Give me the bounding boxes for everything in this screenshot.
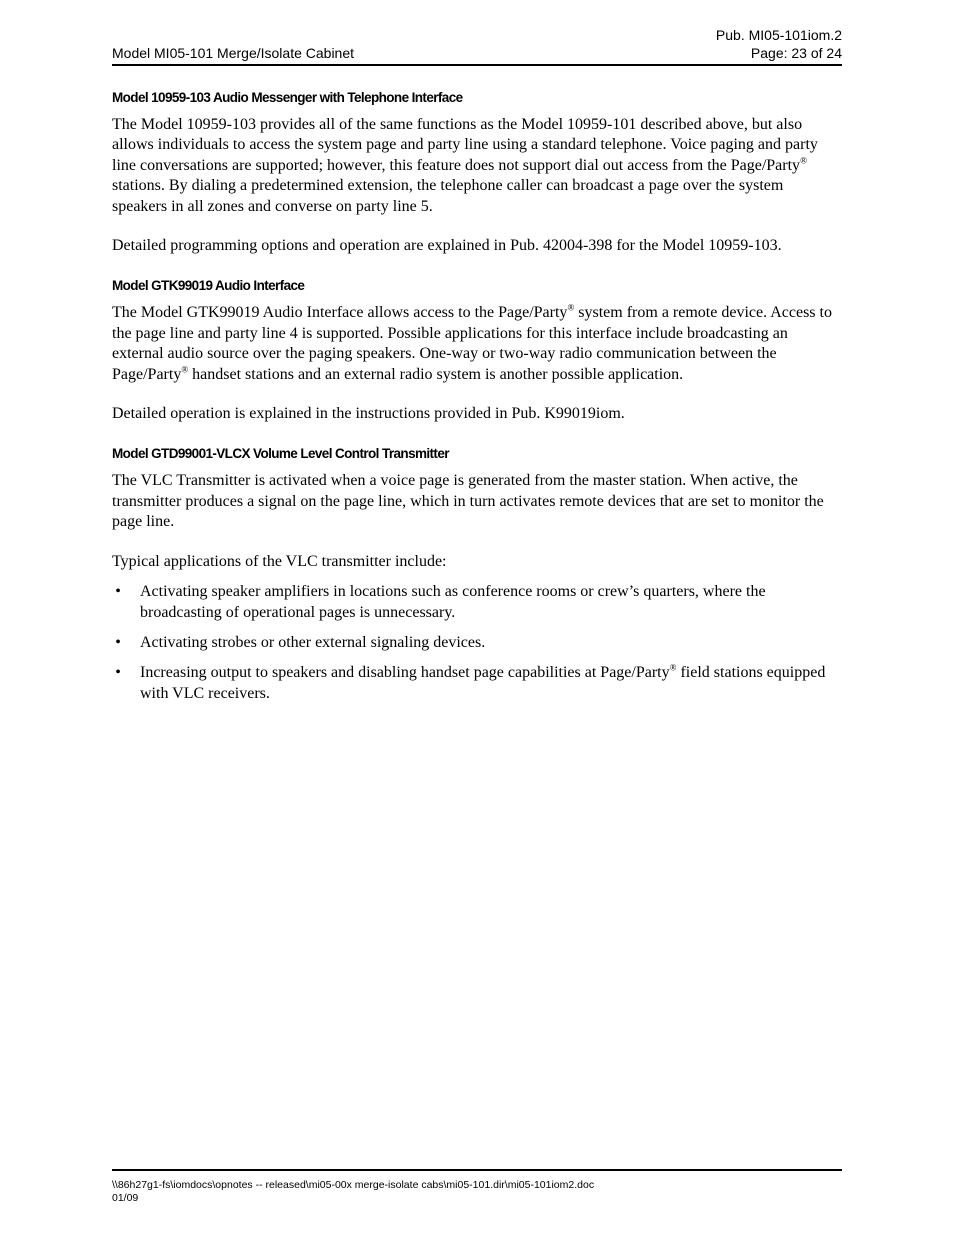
header-row-bottom — [112, 44, 842, 62]
page-footer — [112, 1169, 842, 1205]
registered-mark: ® — [181, 364, 189, 375]
page-number: Page: 23 of 24 — [750, 45, 842, 61]
registered-mark: ® — [669, 662, 677, 673]
list-item: • Activating speaker amplifiers in locations such as conference rooms or crew’s quarters, where the broadcasting of operational pages is unnecessary. — [112, 582, 842, 623]
header-rule — [112, 64, 842, 66]
bullet-icon: • — [115, 583, 121, 601]
section-heading-gtk99019: Model GTK99019 Audio Interface — [112, 278, 305, 294]
section-paragraph: The Model GTK99019 Audio Interface allows access to the Page/Party® system from a remote device. Access to the page line and party line 4 is supported. Possible applications for this interface include broadcasting an external audio source over the paging speakers. One-way or two-way radio communication between the Page/Party® handset stations and an external radio system is another possible application. — [112, 303, 832, 383]
file-path: \\86h27g1-fs\iomdocs\opnotes -- released\mi05-00x merge-isolate cabs\mi05-101.dir\mi05-101iom2.doc — [112, 1179, 595, 1191]
list-item: • Increasing output to speakers and disabling handset page capabilities at Page/Party® field stations equipped with VLC receivers. — [112, 663, 842, 704]
page-content — [112, 90, 842, 714]
publication-number: Pub. MI05-101iom.2 — [715, 27, 842, 43]
bullet-list — [112, 582, 842, 704]
section-paragraph: Typical applications of the VLC transmitter include: — [112, 552, 447, 570]
registered-mark: ® — [800, 155, 807, 166]
header-row-top — [112, 26, 842, 44]
bullet-icon: • — [115, 633, 121, 651]
page-header — [112, 26, 842, 62]
registered-mark: ® — [567, 303, 575, 314]
revision-date: 01/09 — [112, 1192, 139, 1204]
section-heading-10959-103: Model 10959-103 Audio Messenger with Telephone Interface — [112, 90, 463, 105]
footer-rule — [112, 1169, 842, 1171]
list-item: • Activating strobes or other external signaling devices. — [112, 633, 842, 653]
section-paragraph: Detailed operation is explained in the instructions provided in Pub. K99019iom. — [112, 405, 625, 423]
section-paragraph: The Model 10959-103 provides all of the same functions as the Model 10959-101 described above, but also allows individuals to access the system page and party line using a standard telephone. Voice paging and party line conversations are supported; however, this feature does not support dial out access from the Page/Party® stations. By dialing a predetermined extension, the telephone caller can broadcast a page over the system speakers in all zones and converse on party line 5. — [112, 116, 818, 215]
section-paragraph: Detailed programming options and operation are explained in Pub. 42004-398 for the Model 10959-103. — [112, 237, 782, 255]
bullet-icon: • — [115, 664, 121, 682]
section-paragraph: The VLC Transmitter is activated when a voice page is generated from the master station. When active, the transmitter produces a signal on the page line, which in turn activates remote devices that are set to monitor the page line. — [112, 472, 824, 531]
section-heading-gtd99001-vlcx: Model GTD99001-VLCX Volume Level Control Transmitter — [112, 446, 449, 462]
document-title: Model MI05-101 Merge/Isolate Cabinet — [112, 45, 355, 61]
